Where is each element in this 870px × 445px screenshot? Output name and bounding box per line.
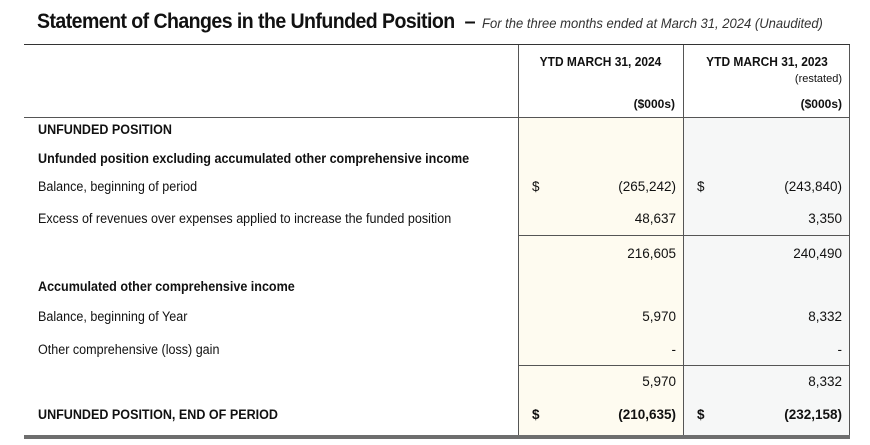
value-2023-end-period: (232,158) (784, 407, 842, 422)
currency-2024-end: $ (532, 407, 540, 422)
currency-2023-balance: $ (697, 179, 705, 194)
value-2024-subtotal2: 5,970 (642, 374, 676, 389)
value-2024-end-period: (210,635) (618, 407, 676, 422)
row-label-balance-begin-year: Balance, beginning of Year (38, 309, 188, 324)
value-2024-subtotal1: 216,605 (627, 246, 676, 261)
title-dash: – (464, 11, 476, 33)
subsection-label-aoci: Accumulated other comprehensive income (38, 279, 295, 294)
row-label-end-period: UNFUNDED POSITION, END OF PERIOD (38, 407, 278, 422)
currency-2024-balance: $ (532, 179, 540, 194)
title-subtitle: For the three months ended at March 31, 2024 (Unaudited) (482, 15, 823, 31)
header-divider (24, 117, 850, 118)
currency-2023-end: $ (697, 407, 705, 422)
value-2023-balance-begin-year: 8,332 (808, 309, 842, 324)
column-header-2024: YTD MARCH 31, 2024 (539, 54, 662, 69)
column-header-2023: YTD MARCH 31, 2023 (706, 54, 828, 69)
divider-vertical-3 (849, 45, 850, 435)
column-unit-2024: ($000s) (633, 97, 675, 111)
statement-table (24, 44, 850, 439)
statement-title (37, 10, 867, 42)
section-label-unfunded-position: UNFUNDED POSITION (38, 122, 172, 137)
value-2023-excess-revenues: 3,350 (808, 211, 842, 226)
value-2023-balance-begin-period: (243,840) (784, 179, 842, 194)
value-2024-balance-begin-period: (265,242) (618, 179, 676, 194)
value-2024-excess-revenues: 48,637 (634, 211, 676, 226)
row-label-oci: Other comprehensive (loss) gain (38, 342, 220, 357)
column-unit-2023: ($000s) (800, 97, 842, 111)
column-note-2023: (restated) (794, 73, 842, 85)
subtotal1-rule (518, 235, 850, 236)
subsection-label-excluding-aoci: Unfunded position excluding accumulated other comprehensive income (38, 151, 470, 166)
subtotal2-rule (518, 365, 850, 366)
value-2023-subtotal1: 240,490 (793, 246, 842, 261)
row-label-excess-revenues: Excess of revenues over expenses applied to increase the funded position (38, 211, 452, 226)
value-2024-balance-begin-year: 5,970 (642, 309, 676, 324)
row-label-balance-begin-period: Balance, beginning of period (38, 179, 198, 194)
value-2023-subtotal2: 8,332 (808, 374, 842, 389)
title-main: Statement of Changes in the Unfunded Position (37, 10, 455, 33)
value-2023-oci: - (837, 342, 842, 357)
value-2024-oci: - (671, 342, 676, 357)
